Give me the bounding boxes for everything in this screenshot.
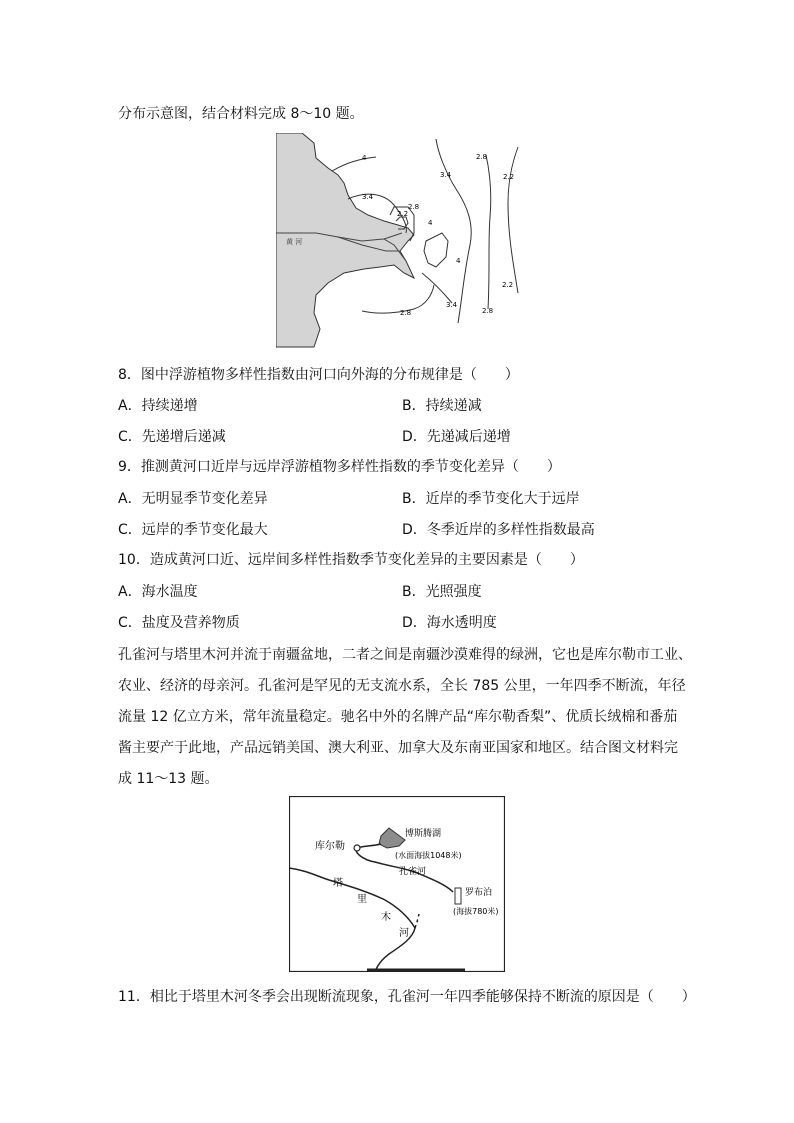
option-b: B．光照强度 <box>402 584 482 600</box>
question-stem: 10．造成黄河口近、远岸间多样性指数季节变化差异的主要因素是（ ） <box>118 552 584 568</box>
contour-label: 2.2 <box>397 210 409 218</box>
contour-label: 4 <box>362 154 367 162</box>
option-b: B．持续递减 <box>402 398 482 414</box>
intro-line: 分布示意图，结合材料完成 8～10 题。 <box>118 106 364 122</box>
tarim-label-char: 塔 <box>333 878 343 889</box>
passage-line: 流量 12 亿立方米，常年流量稳定。驰名中外的名牌产品“库尔勒香梨”、优质长绒棉和番茄 <box>118 709 678 725</box>
question-stem: 11．相比于塔里木河冬季会出现断流现象，孔雀河一年四季能够保持不断流的原因是（ ） <box>118 989 696 1005</box>
map-frame <box>290 797 505 972</box>
contour-label: 2.8 <box>400 309 412 317</box>
question-stem: 9．推测黄河口近岸与远岸浮游植物多样性指数的季节变化差异（ ） <box>118 459 561 475</box>
contour-label: 4 <box>456 257 461 265</box>
contour-4-outer <box>332 157 376 171</box>
contour-label: 2.8 <box>408 203 420 211</box>
contour-2.2-main <box>508 147 518 293</box>
korla-city-marker <box>354 845 360 851</box>
contour-3.4-lower <box>422 273 452 303</box>
contour-label: 3.4 <box>362 193 374 201</box>
tarim-label-char: 木 <box>381 912 391 923</box>
contour-label: 2.8 <box>482 307 494 315</box>
lop-nur-note: (海拔780米) <box>453 907 499 916</box>
option-c: C．先递增后递减 <box>118 429 226 445</box>
passage-line: 孔雀河与塔里木河并流于南疆盆地，二者之间是南疆沙漠难得的绿洲，它也是库尔勒市工业、 <box>118 647 692 663</box>
contour-label: 3.4 <box>446 301 458 309</box>
option-a: A．海水温度 <box>118 584 198 600</box>
option-c: C．盐度及营养物质 <box>118 615 240 631</box>
option-c: C．远岸的季节变化最大 <box>118 522 268 538</box>
contour-3.4-main <box>436 139 471 323</box>
option-b: B．近岸的季节变化大于远岸 <box>402 491 580 507</box>
option-d: D．海水透明度 <box>402 615 497 631</box>
option-a: A．无明显季节变化差异 <box>118 491 268 507</box>
kongque-river-label: 孔雀河 <box>399 867 427 877</box>
contour-label: 4 <box>428 219 433 227</box>
contour-label: 2.2 <box>503 173 515 181</box>
lop-nur-label: 罗布泊 <box>465 888 493 898</box>
option-d: D．冬季近岸的多样性指数最高 <box>402 522 595 538</box>
contour-label: 3.4 <box>440 171 452 179</box>
contour-2.8-lower <box>362 285 434 313</box>
bosten-lake-label: 博斯腾湖 <box>405 829 442 839</box>
lop-nur <box>455 888 461 904</box>
question-stem: 8．图中浮游植物多样性指数由河口向外海的分布规律是（ ） <box>118 367 519 383</box>
bosten-lake-note: (水面海拔1048米) <box>395 851 462 860</box>
kongque-river-map <box>289 796 505 972</box>
option-d: D．先递减后递增 <box>402 429 511 445</box>
yellow-river-estuary-map <box>276 133 526 349</box>
passage-line: 成 11～13 题。 <box>118 771 219 787</box>
tarim-label-char: 河 <box>399 928 409 939</box>
korla-label: 库尔勒 <box>315 841 345 852</box>
contour-4-loop <box>424 233 448 267</box>
option-a: A．持续递增 <box>118 398 198 414</box>
passage-line: 酱主要产于此地，产品远销美国、澳大利亚、加拿大及东南亚国家和地区。结合图文材料完 <box>118 740 678 756</box>
river-label: 黄 河 <box>286 238 303 246</box>
passage-line: 农业、经济的母亲河。孔雀河是罕见的无支流水系，全长 785 公里，一年四季不断流，年径 <box>118 678 686 694</box>
tarim-label-char: 里 <box>357 894 367 905</box>
contour-label: 2.2 <box>502 281 514 289</box>
contour-2.8-main <box>486 155 491 309</box>
contour-label: 2.8 <box>476 153 488 161</box>
